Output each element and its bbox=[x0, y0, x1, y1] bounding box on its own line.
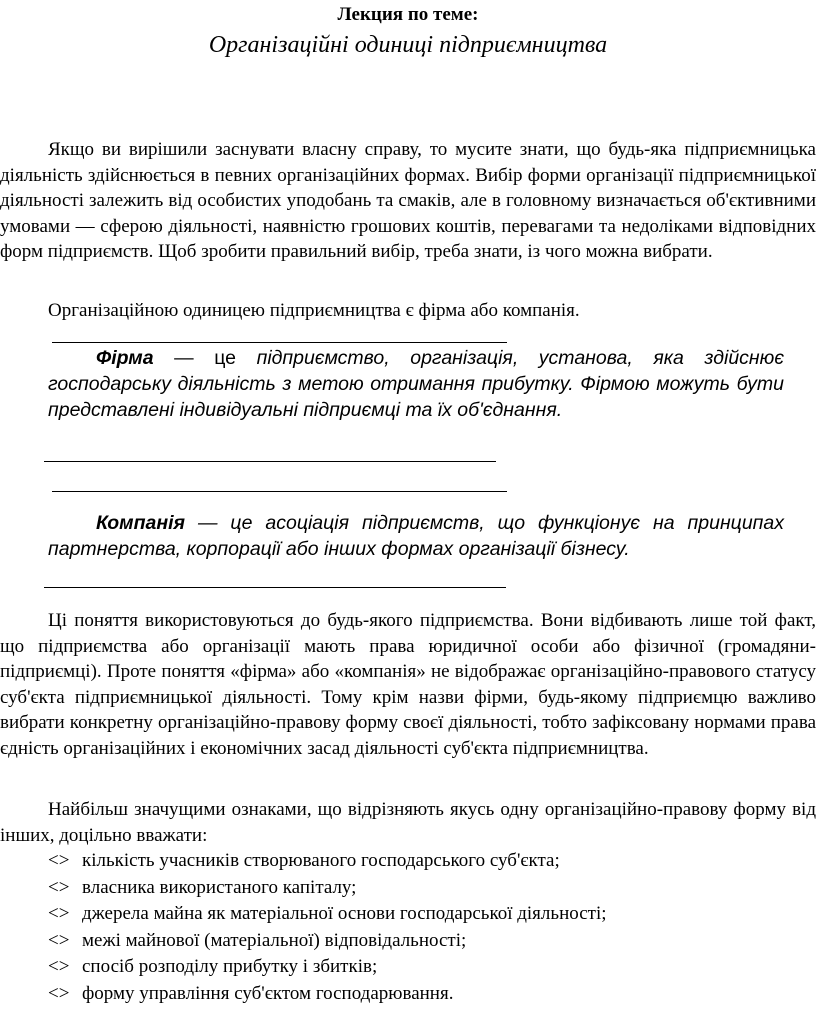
divider-company-bottom bbox=[44, 587, 506, 588]
definition-firm-term: Фірма bbox=[96, 347, 154, 369]
body-paragraph-1 bbox=[0, 608, 816, 761]
list-item: <> форму управління суб'єктом господарювання. bbox=[48, 981, 607, 1008]
list-item: <> межі майнової (матеріальної) відповідальності; bbox=[48, 928, 607, 955]
bullet-marker: <> bbox=[48, 850, 70, 871]
bullet-marker: <> bbox=[48, 929, 70, 951]
body-paragraph-1-text: Ці поняття використовуються до будь-якого підприємства. Вони відбивають лише той факт, що підприємства або організації мають права юридичної особи або фізичної (громадяни-підприємці). Проте поняття «фірма» або «компанія» не відображає організаційно-правового статусу суб'єкта підприємницької діяльності. Тому крім назви фірми, будь-якому підприємцю важливо вибрати конкретну організаційно-правову форму своєї діяльності, тобто зафіксовану нормами права єдність організаційних і економічних засад діяльності суб'єкта підприємництва. bbox=[0, 610, 816, 759]
definition-company-text: — це асоціація підприємств, що функціонує на принципах партнерства, корпорації або інших формах організації бізнесу. bbox=[48, 512, 784, 560]
intro-paragraph bbox=[0, 137, 816, 265]
list-item: <> власника використаного капіталу; bbox=[48, 875, 607, 902]
definition-firm-text: підприємство, організація, установа, яка здійснює господарську діяльність з метою отримання прибутку. Фірмою можуть бути представлені індивідуальні підприємці та їх об'єднання. bbox=[48, 347, 784, 421]
list-item: <> джерела майна як матеріальної основи господарської діяльності; bbox=[48, 901, 607, 928]
bullet-marker: <> bbox=[48, 903, 70, 924]
features-list bbox=[48, 848, 607, 1007]
definition-firm-dash: — bbox=[153, 347, 215, 369]
body-paragraph-2 bbox=[0, 797, 816, 848]
divider-firm-bottom bbox=[44, 461, 496, 462]
lecture-subtitle: Організаційні одиниці підприємництва bbox=[208, 32, 608, 58]
definition-firm-connector: це bbox=[214, 347, 237, 369]
lecture-title: Лекция по теме: bbox=[337, 4, 479, 25]
list-item: <> спосіб розподілу прибутку і збитків; bbox=[48, 954, 607, 981]
body-paragraph-2-text: Найбільш значущими ознаками, що відрізняють якусь одну організаційно-правову форму від інших, доцільно вважати: bbox=[0, 799, 816, 846]
definition-company-term: Компанія bbox=[96, 512, 186, 534]
bullet-marker: <> bbox=[48, 956, 70, 977]
definition-company bbox=[48, 510, 784, 562]
list-item: <> кількість учасників створюваного господарського суб'єкта; bbox=[48, 848, 607, 875]
divider-company-top bbox=[52, 491, 507, 492]
bullet-marker: <> bbox=[48, 876, 70, 898]
bullet-marker: <> bbox=[48, 982, 70, 1004]
intro-line: Організаційною одиницею підприємництва є фірма або компанія. bbox=[48, 300, 580, 321]
definition-firm bbox=[48, 345, 784, 423]
divider-firm-top bbox=[52, 342, 507, 343]
intro-paragraph-text: Якщо ви вирішили заснувати власну справу, то мусите знати, що будь-яка підприємницька діяльність здійснюється в певних організаційних формах. Вибір форми організації підприємницької діяльності залежить від особистих уподобань та смаків, але в головному визначається об'єктивними умовами — сферою діяльності, наявністю грошових коштів, перевагами та недоліками відповідних форм підприємств. Щоб зробити правильний вибір, треба знати, із чого можна вибрати. bbox=[0, 139, 816, 262]
